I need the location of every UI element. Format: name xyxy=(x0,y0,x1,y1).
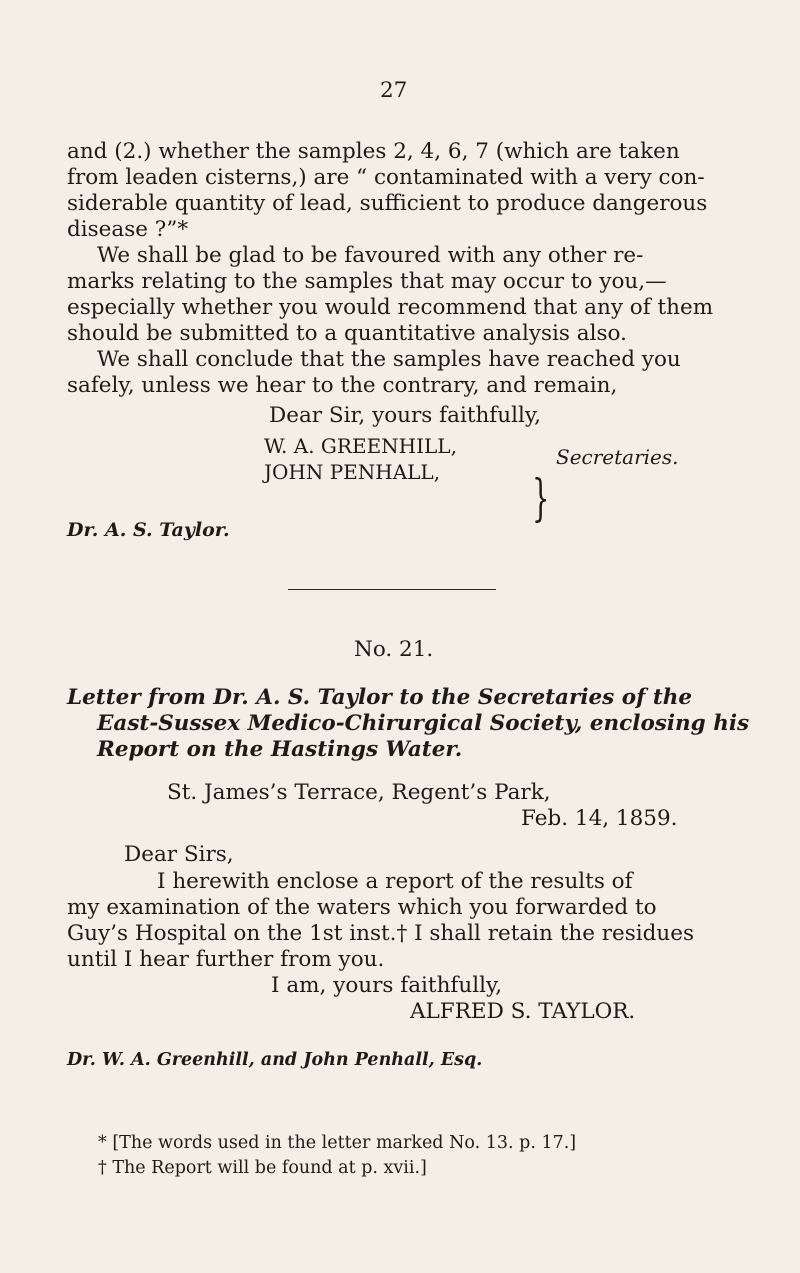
para1-line3: siderable quantity of lead, sufficient to produce dangerous xyxy=(67,191,708,216)
address-line1: St. James’s Terrace, Regent’s Park, xyxy=(167,780,551,805)
brace-icon: } xyxy=(532,469,550,527)
addressee-greenhill-penhall: Dr. W. A. Greenhill, and John Penhall, Esq. xyxy=(67,1050,483,1070)
footnote-dagger: † The Report will be found at p. xvii.] xyxy=(98,1158,427,1178)
date-line: Feb. 14, 1859. xyxy=(521,806,678,831)
signature-taylor: ALFRED S. TAYLOR. xyxy=(410,999,636,1024)
para1-line2: from leaden cisterns,) are “ contaminated with a very con- xyxy=(67,165,705,190)
letter-heading-line2: East-Sussex Medico-Chirurgical Society, enclosing his xyxy=(97,711,750,736)
para2-line2: marks relating to the samples that may occur to you,— xyxy=(67,269,667,294)
para4-line4: until I hear further from you. xyxy=(67,947,385,972)
para2-line1: We shall be glad to be favoured with any other re- xyxy=(97,243,644,268)
para3-line2: safely, unless we hear to the contrary, and remain, xyxy=(67,373,618,398)
section-divider xyxy=(288,589,496,590)
closing-line: Dear Sir, yours faithfully, xyxy=(269,403,541,428)
signatory-greenhill: W. A. GREENHILL, xyxy=(264,434,457,458)
para2-line4: should be submitted to a quantitative analysis also. xyxy=(67,321,627,346)
page-number: 27 xyxy=(380,78,408,103)
letter-heading-line3: Report on the Hastings Water. xyxy=(97,737,463,762)
salutation: Dear Sirs, xyxy=(124,842,234,867)
para1-line1: and (2.) whether the samples 2, 4, 6, 7 (which are taken xyxy=(67,139,680,164)
para3-line1: We shall conclude that the samples have reached you xyxy=(97,347,681,372)
para2-line3: especially whether you would recommend that any of them xyxy=(67,295,714,320)
signatory-penhall: JOHN PENHALL, xyxy=(264,460,441,484)
para4-line3: Guy’s Hospital on the 1st inst.† I shall retain the residues xyxy=(67,921,695,946)
addressee-taylor: Dr. A. S. Taylor. xyxy=(67,519,230,541)
para4-line2: my examination of the waters which you forwarded to xyxy=(67,895,657,920)
letter-heading-line1: Letter from Dr. A. S. Taylor to the Secretaries of the xyxy=(67,685,693,710)
para1-line4: disease ?”* xyxy=(67,217,189,242)
para4-line1: I herewith enclose a report of the results of xyxy=(157,869,633,894)
closing2: I am, yours faithfully, xyxy=(271,973,503,998)
footnote-star: * [The words used in the letter marked No. 13. p. 17.] xyxy=(98,1133,577,1153)
letter-number: No. 21. xyxy=(354,637,434,662)
secretaries-label: Secretaries. xyxy=(556,445,679,469)
